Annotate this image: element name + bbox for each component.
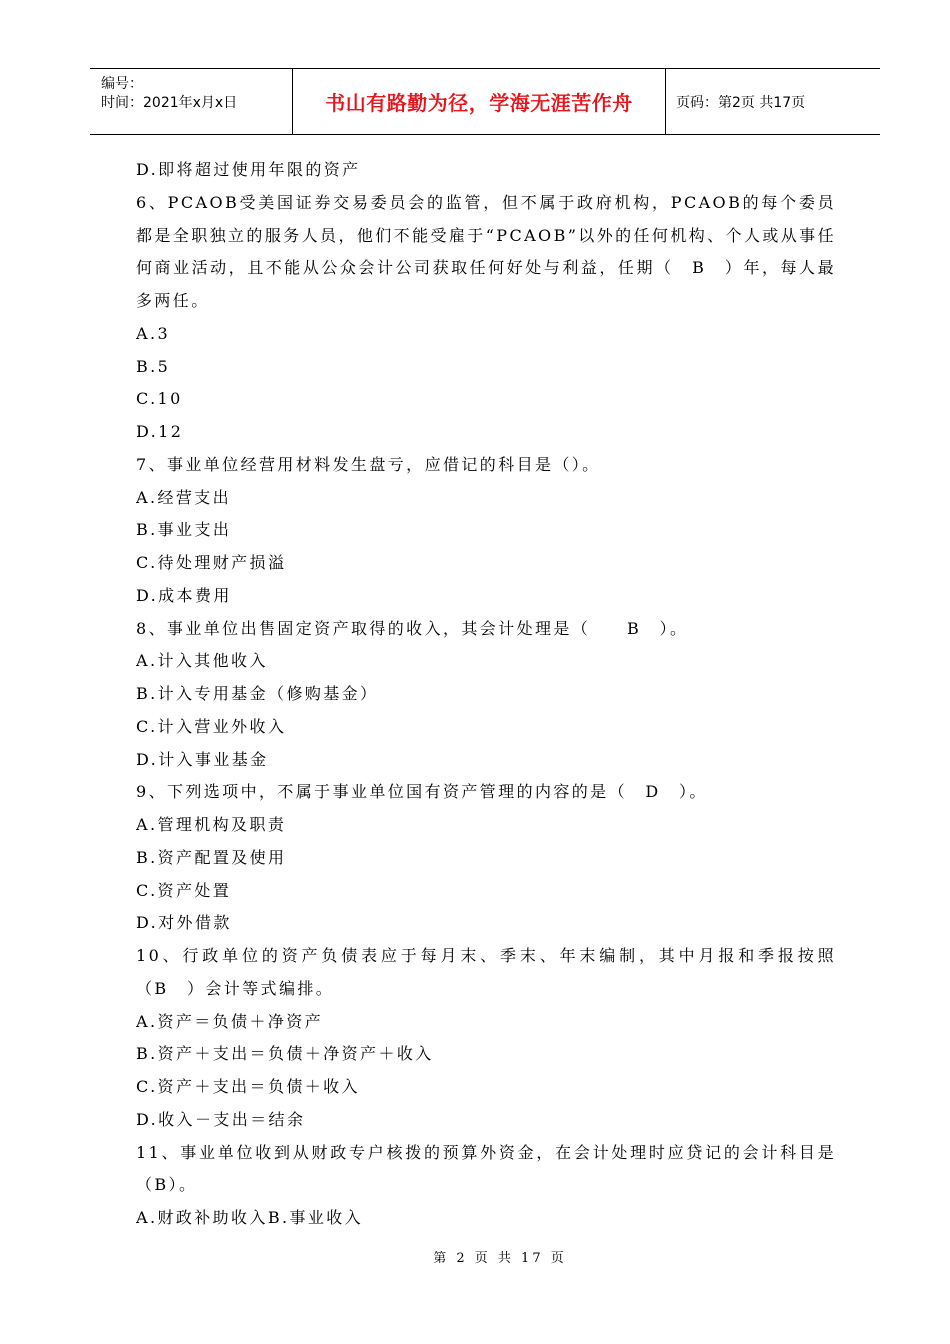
option-line: B.资产配置及使用 xyxy=(136,847,287,867)
question-9: 9、下列选项中，不属于事业单位国有资产管理的内容的是（ D ）。 xyxy=(136,782,708,802)
header-page-cell xyxy=(666,69,880,134)
option-line: C.资产处置 xyxy=(136,880,232,900)
option-line: C.待处理财产损溢 xyxy=(136,553,287,572)
option-line: D.12 xyxy=(136,422,184,441)
option-line: B.事业支出 xyxy=(136,520,232,540)
header-motto-cell xyxy=(293,69,666,134)
option-line: D.收入－支出＝结余 xyxy=(136,1109,306,1129)
question-11: 11、事业单位收到从财政专户核拨的预算外资金，在会计处理时应贷记的会计科目是（B）。 xyxy=(136,1142,836,1195)
option-line: B.5 xyxy=(136,356,171,376)
header-meta-cell xyxy=(90,69,293,134)
option-line: B.计入专用基金（修购基金） xyxy=(136,684,379,703)
motto-text: 书山有路勤为径，学海无涯苦作舟 xyxy=(325,91,633,115)
option-line: D.计入事业基金 xyxy=(136,749,269,769)
option-line: A.财政补助收入B.事业收入 xyxy=(136,1208,364,1227)
time-label: 时间：2021年x月x日 xyxy=(101,95,238,111)
option-line: A.3 xyxy=(136,323,171,343)
option-line: D.对外借款 xyxy=(136,913,232,933)
option-line: D.即将超过使用年限的资产 xyxy=(136,160,361,179)
option-line: D.成本费用 xyxy=(136,585,232,605)
question-10: 10、行政单位的资产负债表应于每月末、季末、年末编制，其中月报和季报按照（B ）会计等式编排。 xyxy=(136,946,836,998)
option-line: C.资产＋支出＝负债＋收入 xyxy=(136,1077,360,1096)
question-7: 7、事业单位经营用材料发生盘亏，应借记的科目是（）。 xyxy=(136,454,601,474)
option-line: B.资产＋支出＝负债＋净资产＋收入 xyxy=(136,1044,434,1064)
option-line: C.计入营业外收入 xyxy=(136,716,287,736)
page-label: 页码：第2页 共17页 xyxy=(676,94,806,111)
document-body xyxy=(136,154,836,1235)
option-line: A.管理机构及职责 xyxy=(136,815,287,834)
option-line: A.计入其他收入 xyxy=(136,651,268,671)
number-label: 编号： xyxy=(101,76,143,92)
question-6: 6、PCAOB受美国证券交易委员会的监管，但不属于政府机构，PCAOB的每个委员都是全职独立的服务人员，他们不能受雇于“PCAOB”以外的任何机构、个人或从事任何商业活动，且不能从公众会计公司获取任何好处与利益，任期（ B ）年，每人最多两任。 xyxy=(136,192,836,310)
page-header xyxy=(90,68,880,135)
option-line: C.10 xyxy=(136,389,183,409)
option-line: A.资产＝负债＋净资产 xyxy=(136,1011,324,1031)
question-8: 8、事业单位出售固定资产取得的收入，其会计处理是（ B ）。 xyxy=(136,618,689,638)
page-footer: 第 2 页 共 17 页 xyxy=(433,1251,567,1266)
option-line: A.经营支出 xyxy=(136,487,232,507)
